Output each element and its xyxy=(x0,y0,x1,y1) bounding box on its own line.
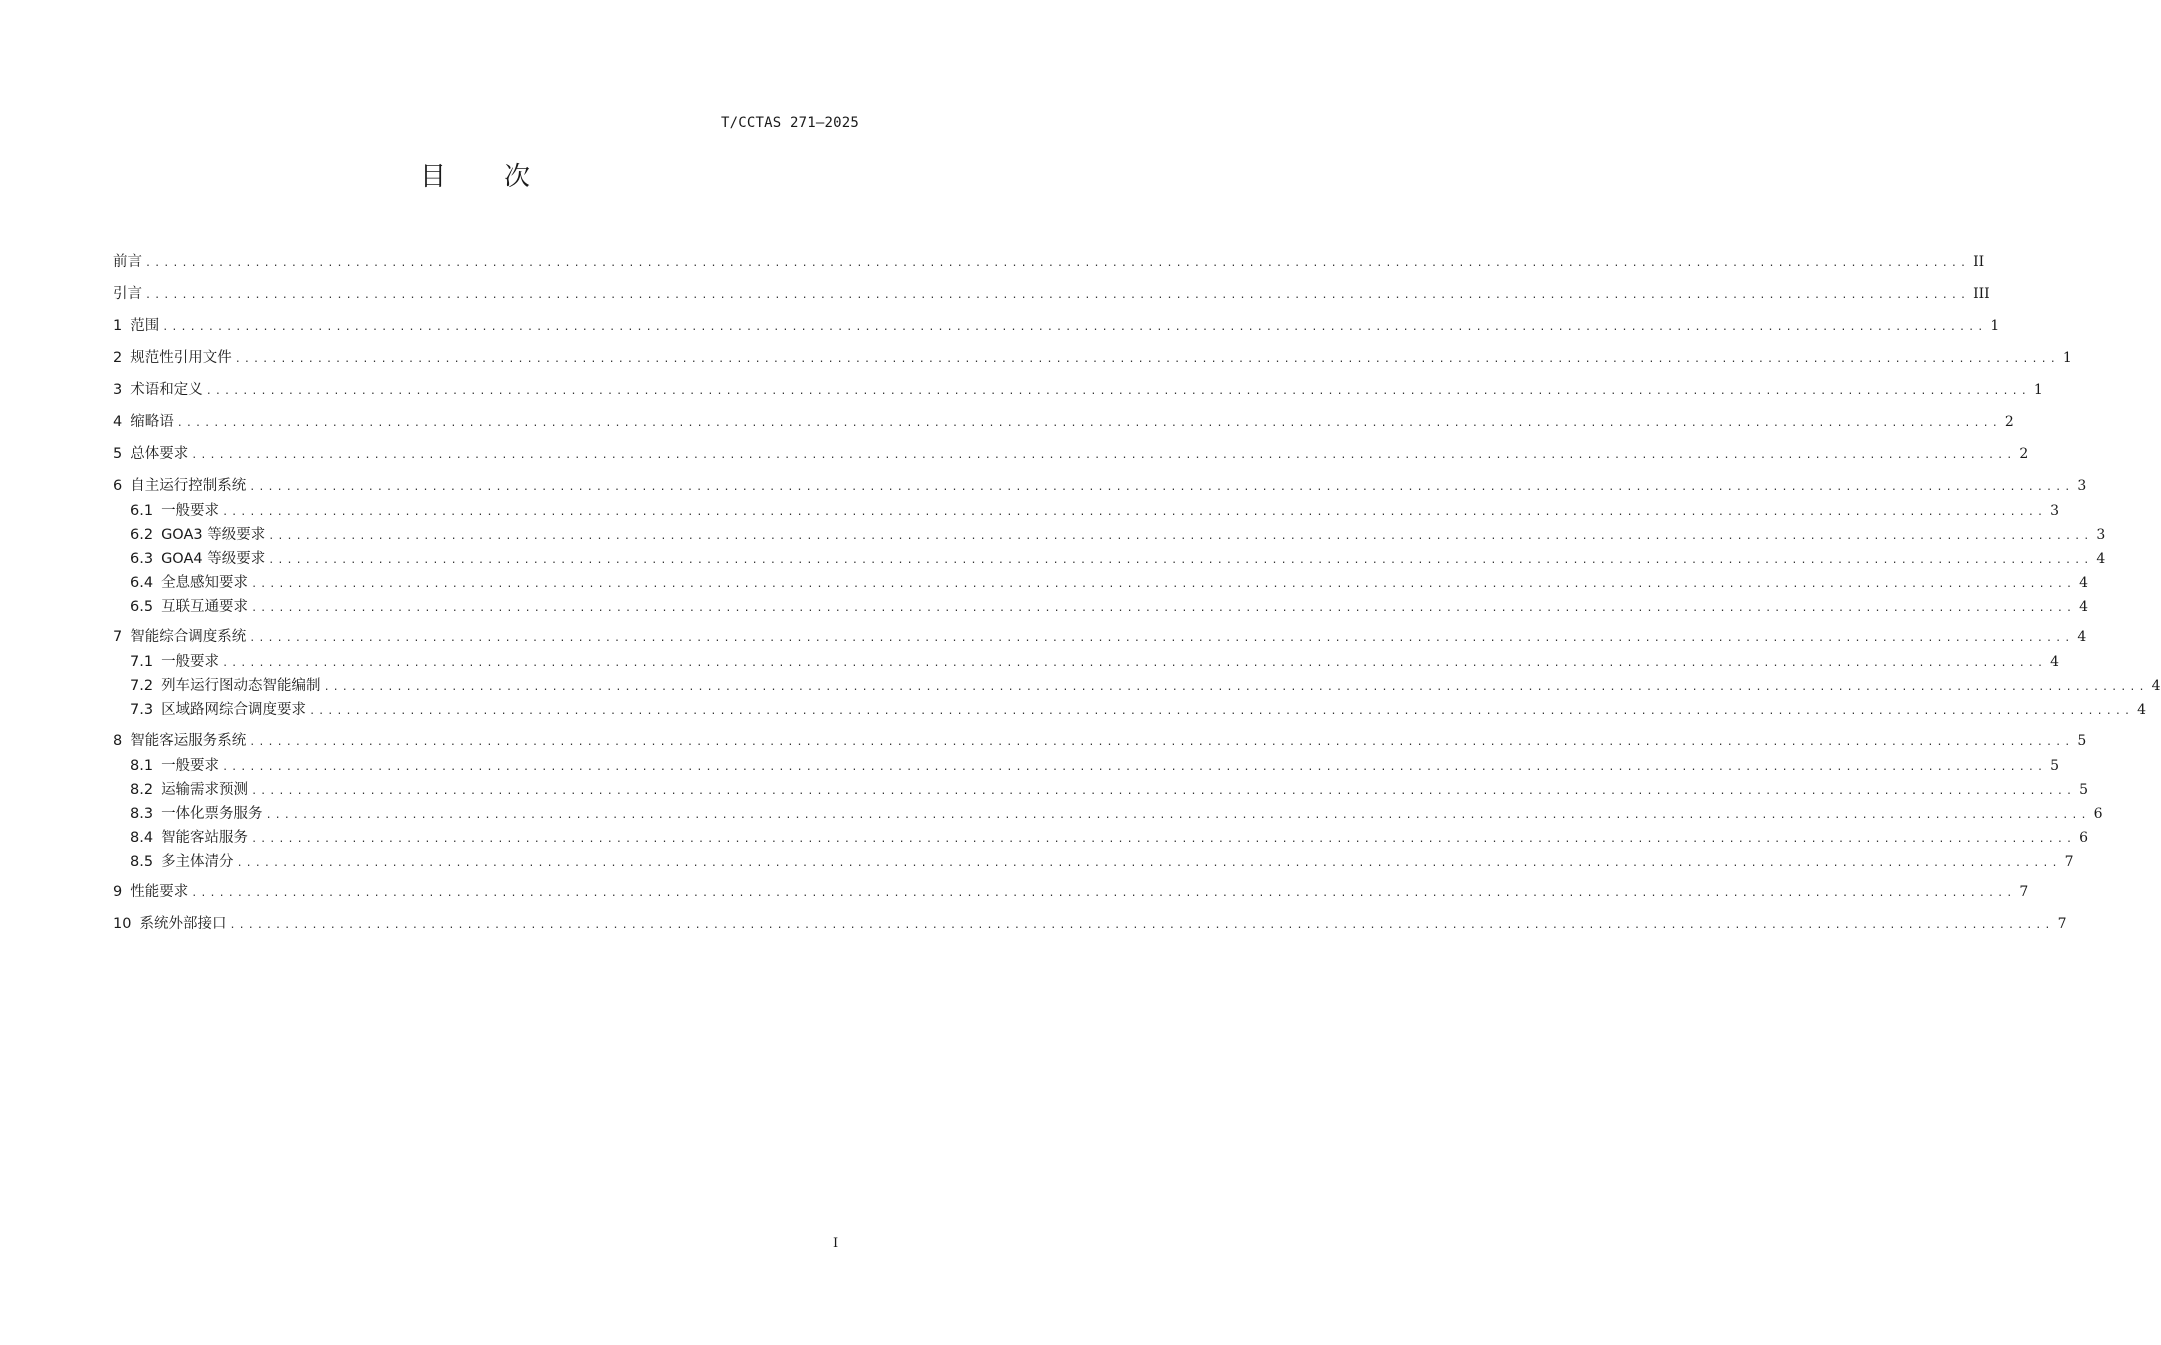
toc-entry-title xyxy=(113,828,248,848)
toc-entry-page: 4 xyxy=(2151,678,2161,694)
toc-entry-number: 5 xyxy=(113,446,123,462)
toc-entry-page: 5 xyxy=(2050,758,2060,774)
toc-entry-label: 性能要求 xyxy=(130,884,189,900)
toc-entry-page: 1 xyxy=(1990,318,2000,334)
dot-leader: ........................................................................................................................................................................................................ xyxy=(222,658,2047,669)
toc-entry-label: 一般要求 xyxy=(161,503,220,519)
toc-entry-number: 6.4 xyxy=(130,575,154,591)
toc-entry-label: 智能客运服务系统 xyxy=(130,733,247,749)
toc-entry-page: 1 xyxy=(2062,350,2072,366)
toc-entry-number: 10 xyxy=(113,916,132,932)
toc-entry-number: 6.2 xyxy=(130,527,154,543)
toc-entry-label: 引言 xyxy=(113,286,142,302)
toc-entry[interactable] xyxy=(113,525,2106,545)
toc-entry-label: 总体要求 xyxy=(130,446,189,462)
toc-entry-label: 术语和定义 xyxy=(130,382,203,398)
toc-entry-label: 一般要求 xyxy=(161,654,220,670)
toc-entry[interactable] xyxy=(113,573,2089,593)
toc-title: 目次 xyxy=(419,162,588,192)
toc-entry-title xyxy=(113,676,321,696)
toc-entry[interactable] xyxy=(113,476,2087,496)
dot-leader: ........................................................................................................................................................................................................ xyxy=(205,386,2030,397)
toc-entry-label: 一体化票务服务 xyxy=(161,806,263,822)
toc-entry-label: 区域路网综合调度要求 xyxy=(161,702,307,718)
toc-entry-page: 5 xyxy=(2077,733,2087,749)
toc-entry-page: 4 xyxy=(2137,702,2147,718)
toc-entry-title xyxy=(113,882,188,902)
toc-entry-number: 9 xyxy=(113,884,123,900)
toc-entry-page: 7 xyxy=(2064,854,2074,870)
toc-entry[interactable] xyxy=(113,549,2106,569)
toc-entry-title xyxy=(113,380,203,400)
toc-entry-page: 3 xyxy=(2077,478,2087,494)
toc-entry-page: 7 xyxy=(2019,884,2029,900)
toc-entry-page: 4 xyxy=(2079,575,2089,591)
dot-leader: ........................................................................................................................................................................................................ xyxy=(265,810,2090,821)
toc-entry-number: 4 xyxy=(113,414,123,430)
dot-leader: ........................................................................................................................................................................................................ xyxy=(236,858,2061,869)
toc-entry-number: 7 xyxy=(113,629,123,645)
dot-leader: ........................................................................................................................................................................................................ xyxy=(191,450,2016,461)
toc-entry[interactable] xyxy=(113,914,2067,934)
toc-entry-page: 4 xyxy=(2077,629,2087,645)
toc-entry-page: 2 xyxy=(2019,446,2029,462)
toc-entry-label: 前言 xyxy=(113,254,142,270)
dot-leader: ........................................................................................................................................................................................................ xyxy=(222,762,2047,773)
toc-entry-title xyxy=(113,756,219,776)
toc-entry-number: 6.1 xyxy=(130,503,154,519)
toc-entry-label: 全息感知要求 xyxy=(161,575,249,591)
toc-entry-label: 规范性引用文件 xyxy=(130,350,232,366)
dot-leader: ........................................................................................................................................................................................................ xyxy=(309,706,2134,717)
page-number: I xyxy=(833,1236,839,1251)
toc-entry-label: 列车运行图动态智能编制 xyxy=(161,678,321,694)
toc-entry[interactable] xyxy=(113,882,2029,902)
toc-entry-number: 8.5 xyxy=(130,854,154,870)
dot-leader: ........................................................................................................................................................................................................ xyxy=(251,603,2076,614)
toc-entry-number: 3 xyxy=(113,382,123,398)
toc-entry-label: GOA4 等级要求 xyxy=(161,551,266,567)
toc-entry-number: 8.2 xyxy=(130,782,154,798)
toc-entry-label: 范围 xyxy=(130,318,160,334)
toc-entry[interactable] xyxy=(113,828,2089,848)
toc-entry[interactable] xyxy=(113,676,2161,696)
toc-entry-title xyxy=(113,597,248,617)
toc-entry-label: 缩略语 xyxy=(130,414,174,430)
toc-entry-number: 8 xyxy=(113,733,123,749)
toc-entry-number: 6 xyxy=(113,478,123,494)
toc-entry-title xyxy=(113,804,263,824)
toc-entry-title xyxy=(113,476,246,496)
toc-entry-number: 1 xyxy=(113,318,123,334)
toc-entry[interactable] xyxy=(113,380,2043,400)
toc-entry-title xyxy=(113,780,248,800)
toc-entry-page: 4 xyxy=(2079,599,2089,615)
toc-entry-label: 一般要求 xyxy=(161,758,220,774)
dot-leader: ........................................................................................................................................................................................................ xyxy=(251,834,2076,845)
dot-leader: ........................................................................................................................................................................................................ xyxy=(191,888,2016,899)
toc-entry[interactable] xyxy=(113,852,2074,872)
toc-entry[interactable] xyxy=(113,804,2103,824)
dot-leader: ........................................................................................................................................................................................................ xyxy=(176,418,2001,429)
toc-entry-label: 智能客站服务 xyxy=(161,830,249,846)
dot-leader: ........................................................................................................................................................................................................ xyxy=(249,482,2074,493)
toc-entry-page: 5 xyxy=(2079,782,2089,798)
toc-entry-label: 智能综合调度系统 xyxy=(130,629,247,645)
toc-entry-page: 6 xyxy=(2079,830,2089,846)
toc-entry[interactable] xyxy=(113,412,2014,432)
dot-leader: ........................................................................................................................................................................................................ xyxy=(251,579,2076,590)
toc-entry-page: 6 xyxy=(2093,806,2103,822)
toc-entry-page: II xyxy=(1973,254,1985,270)
toc-entry-title xyxy=(113,573,248,593)
toc-entry-title xyxy=(113,627,246,647)
toc-entry-title xyxy=(113,549,265,569)
dot-leader: ........................................................................................................................................................................................................ xyxy=(222,507,2047,518)
toc-entry-label: 多主体清分 xyxy=(161,854,234,870)
document-code: T/CCTAS 271—2025 xyxy=(720,115,859,131)
toc-entry-title xyxy=(113,412,174,432)
toc-entry[interactable] xyxy=(113,284,1990,304)
toc-entry-page: 3 xyxy=(2050,503,2060,519)
toc-entry-title xyxy=(113,914,226,934)
toc-entry-number: 6.3 xyxy=(130,551,154,567)
toc-entry-number: 8.4 xyxy=(130,830,154,846)
toc-entry-title xyxy=(113,652,219,672)
dot-leader: ........................................................................................................................................................................................................ xyxy=(249,633,2074,644)
toc-entry-label: 运输需求预测 xyxy=(161,782,249,798)
toc-entry-page: 7 xyxy=(2057,916,2067,932)
toc-entry[interactable] xyxy=(113,780,2089,800)
dot-leader: ........................................................................................................................................................................................................ xyxy=(145,258,1970,269)
toc-entry-page: 4 xyxy=(2050,654,2060,670)
toc-entry-page: 1 xyxy=(2033,382,2043,398)
toc-entry[interactable] xyxy=(113,756,2060,776)
dot-leader: ........................................................................................................................................................................................................ xyxy=(323,682,2148,693)
toc-entry-title xyxy=(113,525,265,545)
dot-leader: ........................................................................................................................................................................................................ xyxy=(229,920,2054,931)
toc-entry[interactable] xyxy=(113,252,1985,272)
toc-entry-label: 系统外部接口 xyxy=(139,916,227,932)
toc-entry-page: 3 xyxy=(2096,527,2106,543)
toc-entry-number: 2 xyxy=(113,350,123,366)
toc-entry-number: 6.5 xyxy=(130,599,154,615)
dot-leader: ........................................................................................................................................................................................................ xyxy=(268,531,2093,542)
dot-leader: ........................................................................................................................................................................................................ xyxy=(145,290,1970,301)
toc-entry[interactable] xyxy=(113,348,2072,368)
toc-entry[interactable] xyxy=(113,700,2147,720)
toc-entry-title xyxy=(113,501,219,521)
toc-entry-title xyxy=(113,284,142,304)
toc-entry-page: 4 xyxy=(2096,551,2106,567)
toc-entry-label: 互联互通要求 xyxy=(161,599,249,615)
toc-entry[interactable] xyxy=(113,597,2089,617)
toc-entry-number: 7.2 xyxy=(130,678,154,694)
toc-entry-number: 7.3 xyxy=(130,702,154,718)
toc-entry-number: 8.1 xyxy=(130,758,154,774)
toc-entry-page: 2 xyxy=(2004,414,2014,430)
toc-entry[interactable] xyxy=(113,652,2060,672)
toc-entry[interactable] xyxy=(113,731,2087,751)
toc-entry-title xyxy=(113,252,142,272)
dot-leader: ........................................................................................................................................................................................................ xyxy=(268,555,2093,566)
toc-entry-number: 8.3 xyxy=(130,806,154,822)
toc-entry-label: 自主运行控制系统 xyxy=(130,478,247,494)
dot-leader: ........................................................................................................................................................................................................ xyxy=(249,737,2074,748)
toc-entry[interactable] xyxy=(113,501,2060,521)
toc-entry-title xyxy=(113,700,306,720)
dot-leader: ........................................................................................................................................................................................................ xyxy=(162,322,1987,333)
toc-entry-title xyxy=(113,731,246,751)
toc-entry-title xyxy=(113,316,159,336)
dot-leader: ........................................................................................................................................................................................................ xyxy=(251,786,2076,797)
toc-entry[interactable] xyxy=(113,316,2000,336)
toc-entry-title xyxy=(113,444,188,464)
toc-entry-title xyxy=(113,348,232,368)
toc-entry[interactable] xyxy=(113,444,2029,464)
toc-entry-page: III xyxy=(1973,286,1990,302)
toc-entry-number: 7.1 xyxy=(130,654,154,670)
toc-entry-label: GOA3 等级要求 xyxy=(161,527,266,543)
dot-leader: ........................................................................................................................................................................................................ xyxy=(234,354,2059,365)
toc-entry[interactable] xyxy=(113,627,2087,647)
toc-entry-title xyxy=(113,852,234,872)
